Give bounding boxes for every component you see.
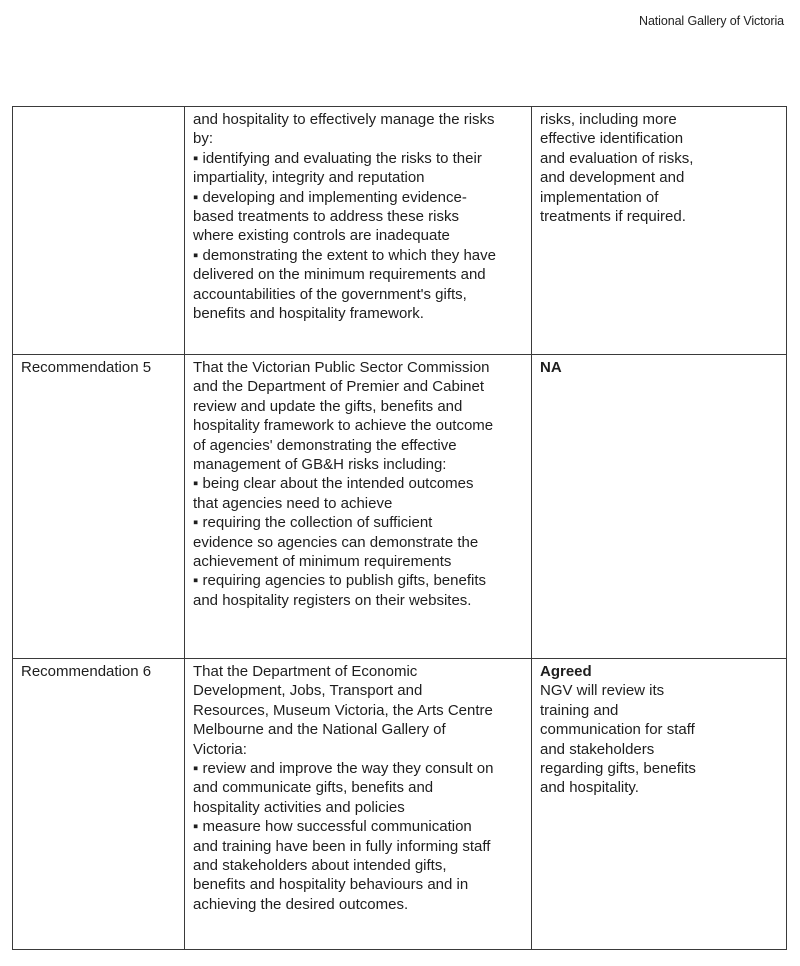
text-line: hospitality framework to achieve the outcome: [193, 417, 494, 435]
text-line: achievement of minimum requirements: [193, 553, 452, 571]
text-line: and stakeholders: [540, 740, 655, 758]
text-line: where existing controls are inadequate: [193, 227, 450, 245]
text-line: and hospitality to effectively manage the risks: [193, 111, 495, 128]
recommendation-label-cell: [13, 355, 185, 659]
text-line: ▪ identifying and evaluating the risks to their: [193, 149, 482, 167]
text-line: effective identification: [540, 130, 684, 148]
text-line: management of GB&H risks including:: [193, 456, 447, 474]
response-text: [540, 110, 780, 226]
text-line: and hospitality registers on their websites.: [193, 591, 472, 609]
text-line: ▪ requiring agencies to publish gifts, benefits: [193, 572, 486, 590]
table-row: [13, 107, 787, 355]
text-line: Resources, Museum Victoria, the Arts Centre: [193, 701, 493, 719]
response-cell: [532, 659, 787, 950]
text-line: ▪ being clear about the intended outcomes: [193, 475, 474, 493]
text-line: hospitality activities and policies: [193, 798, 405, 816]
text-line: communication for staff: [540, 721, 695, 739]
recommendations-table: [12, 106, 787, 950]
response-text: [540, 681, 780, 797]
text-line: ▪ measure how successful communication: [193, 818, 472, 836]
text-line: ▪ demonstrating the extent to which they have: [193, 246, 496, 264]
text-line: impartiality, integrity and reputation: [193, 169, 425, 187]
text-line: and stakeholders about intended gifts,: [193, 857, 447, 875]
text-line: NGV will review its: [540, 682, 665, 700]
recommendation-text-cell: [185, 355, 532, 659]
response-heading: Agreed: [540, 663, 592, 680]
text-line: achieving the desired outcomes.: [193, 895, 409, 913]
text-line: ▪ developing and implementing evidence-: [193, 188, 467, 206]
recommendation-text: [193, 662, 525, 914]
text-line: that agencies need to achieve: [193, 494, 393, 512]
table-row: [13, 659, 787, 950]
text-line: benefits and hospitality behaviours and in: [193, 876, 469, 894]
text-line: by:: [193, 130, 214, 148]
recommendation-text: [193, 110, 525, 323]
text-line: ▪ requiring the collection of sufficient: [193, 514, 433, 532]
recommendation-text: [193, 358, 525, 610]
text-line: delivered on the minimum requirements and: [193, 266, 486, 284]
text-line: That the Victorian Public Sector Commission: [193, 359, 490, 376]
text-line: risks, including more: [540, 111, 677, 128]
response-cell: [532, 107, 787, 355]
page-header-org-name: National Gallery of Victoria: [639, 14, 784, 28]
text-line: implementation of: [540, 188, 659, 206]
response-cell: [532, 355, 787, 659]
recommendation-text-cell: [185, 659, 532, 950]
text-line: and training have been in fully informing staff: [193, 837, 491, 855]
text-line: review and update the gifts, benefits and: [193, 397, 463, 415]
recommendation-label-cell: [13, 107, 185, 355]
text-line: and communicate gifts, benefits and: [193, 779, 434, 797]
text-line: training and: [540, 701, 619, 719]
text-line: ▪ review and improve the way they consult on: [193, 760, 494, 778]
text-line: and development and: [540, 169, 685, 187]
text-line: Victoria:: [193, 740, 247, 758]
text-line: evidence so agencies can demonstrate the: [193, 533, 479, 551]
text-line: treatments if required.: [540, 208, 686, 226]
text-line: regarding gifts, benefits: [540, 760, 696, 778]
text-line: Development, Jobs, Transport and: [193, 682, 423, 700]
text-line: and evaluation of risks,: [540, 149, 694, 167]
text-line: That the Department of Economic: [193, 663, 418, 680]
recommendation-text-cell: [185, 107, 532, 355]
text-line: and hospitality.: [540, 779, 639, 797]
response-heading: NA: [540, 359, 562, 376]
table-row: [13, 355, 787, 659]
text-line: benefits and hospitality framework.: [193, 305, 424, 323]
text-line: Melbourne and the National Gallery of: [193, 721, 446, 739]
text-line: of agencies' demonstrating the effective: [193, 436, 457, 454]
recommendation-label: Recommendation 6: [21, 663, 152, 680]
recommendation-label: Recommendation 5: [21, 359, 152, 376]
recommendations-table-body: [13, 107, 787, 950]
recommendation-label-cell: [13, 659, 185, 950]
text-line: based treatments to address these risks: [193, 208, 459, 226]
text-line: accountabilities of the government's gifts,: [193, 285, 467, 303]
text-line: and the Department of Premier and Cabinet: [193, 378, 484, 396]
